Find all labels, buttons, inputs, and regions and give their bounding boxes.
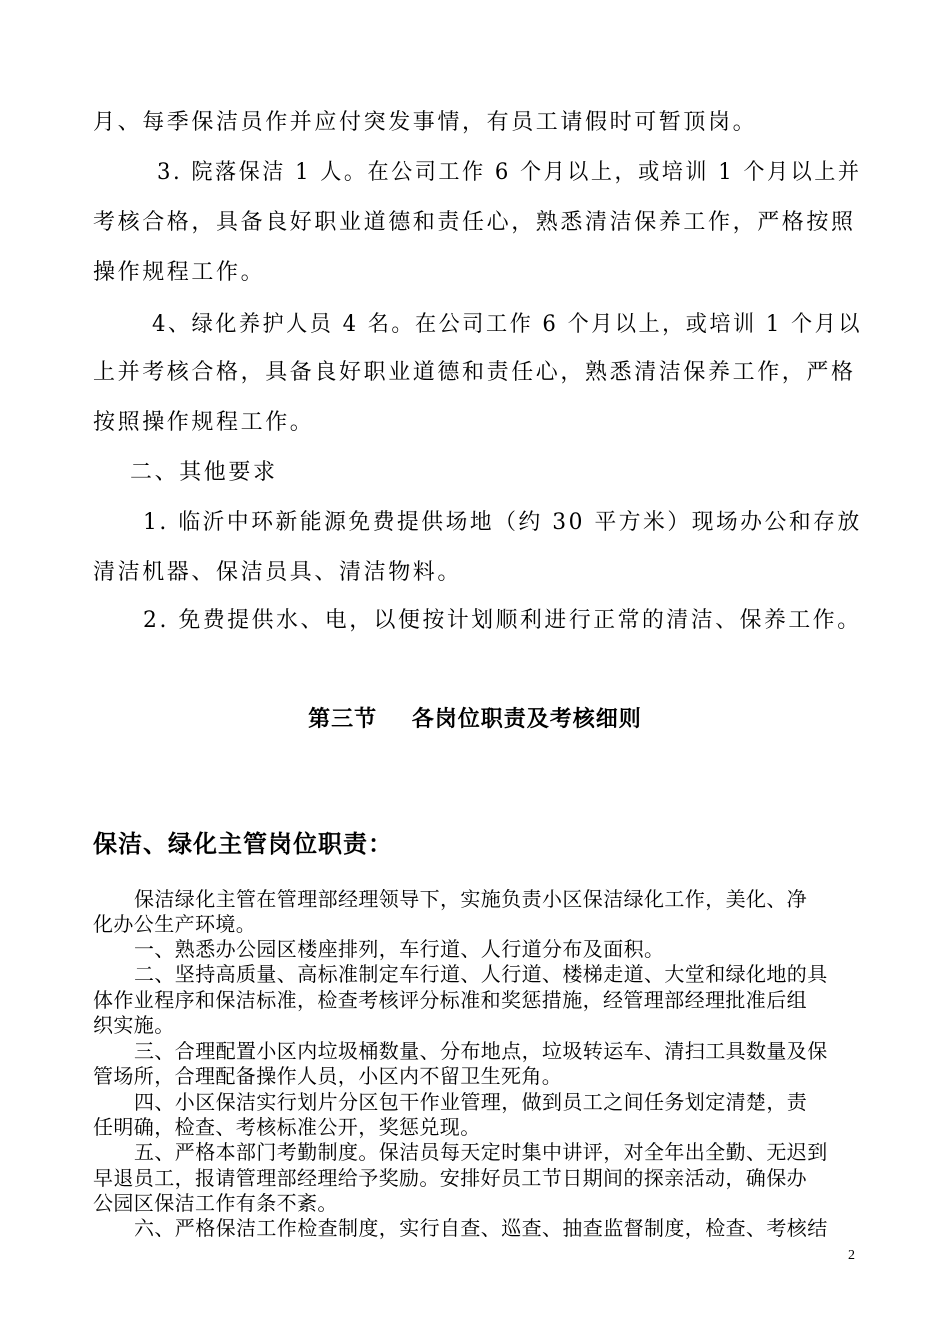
duty-line: 四、小区保洁实行划片分区包干作业管理，做到员工之间任务划定清楚，责	[134, 1090, 808, 1114]
duty-line: 化办公生产环境。	[93, 912, 257, 936]
body-line: 考核合格，具备良好职业道德和责任心，熟悉清洁保养工作，严格按照	[93, 210, 856, 235]
body-line: 清洁机器、保洁员具、清洁物料。	[93, 560, 463, 585]
duty-line: 保洁绿化主管在管理部经理领导下，实施负责小区保洁绿化工作，美化、净	[134, 887, 808, 911]
duty-line: 一、熟悉办公园区楼座排列，车行道、人行道分布及面积。	[134, 937, 665, 961]
duty-line: 五、严格本部门考勤制度。保洁员每天定时集中讲评，对全年出全勤、无迟到	[134, 1140, 828, 1164]
body-line: 4、绿化养护人员 4 名。在公司工作 6 个月以上，或培训 1 个月以	[152, 312, 862, 337]
duties-title: 保洁、绿化主管岗位职责：	[93, 830, 393, 858]
duty-line: 三、合理配置小区内垃圾桶数量、分布地点，垃圾转运车、清扫工具数量及保	[134, 1039, 828, 1063]
page-number: 2	[848, 1248, 855, 1263]
body-line: 1. 临沂中环新能源免费提供场地（约 30 平方米）现场办公和存放	[143, 510, 862, 535]
duty-line: 早退员工，报请管理部经理给予奖励。安排好员工节日期间的探亲活动，确保办	[93, 1166, 807, 1190]
duty-line: 二、坚持高质量、高标准制定车行道、人行道、楼梯走道、大堂和绿化地的具	[134, 962, 828, 986]
body-line: 上并考核合格，具备良好职业道德和责任心，熟悉清洁保养工作，严格	[93, 360, 856, 385]
body-line: 2. 免费提供水、电，以便按计划顺利进行正常的清洁、保养工作。	[143, 608, 862, 633]
body-line: 按照操作规程工作。	[93, 410, 315, 435]
body-line: 月、每季保洁员作并应付突发事情，有员工请假时可暂顶岗。	[93, 110, 758, 135]
duty-line: 织实施。	[93, 1013, 175, 1037]
body-line: 操作规程工作。	[93, 260, 266, 285]
section-title: 第三节 各岗位职责及考核细则	[308, 707, 642, 732]
duty-line: 公园区保洁工作有条不紊。	[93, 1191, 338, 1215]
duty-line: 六、严格保洁工作检查制度，实行自查、巡查、抽查监督制度，检查、考核结	[134, 1216, 828, 1240]
duty-line: 体作业程序和保洁标准，检查考核评分标准和奖惩措施，经管理部经理批准后组	[93, 988, 807, 1012]
subsection-heading: 二、其他要求	[130, 460, 278, 485]
body-line: 3. 院落保洁 1 人。在公司工作 6 个月以上，或培训 1 个月以上并	[157, 160, 862, 185]
duty-line: 管场所，合理配备操作人员，小区内不留卫生死角。	[93, 1064, 563, 1088]
duty-line: 任明确，检查、考核标准公开，奖惩兑现。	[93, 1115, 481, 1139]
